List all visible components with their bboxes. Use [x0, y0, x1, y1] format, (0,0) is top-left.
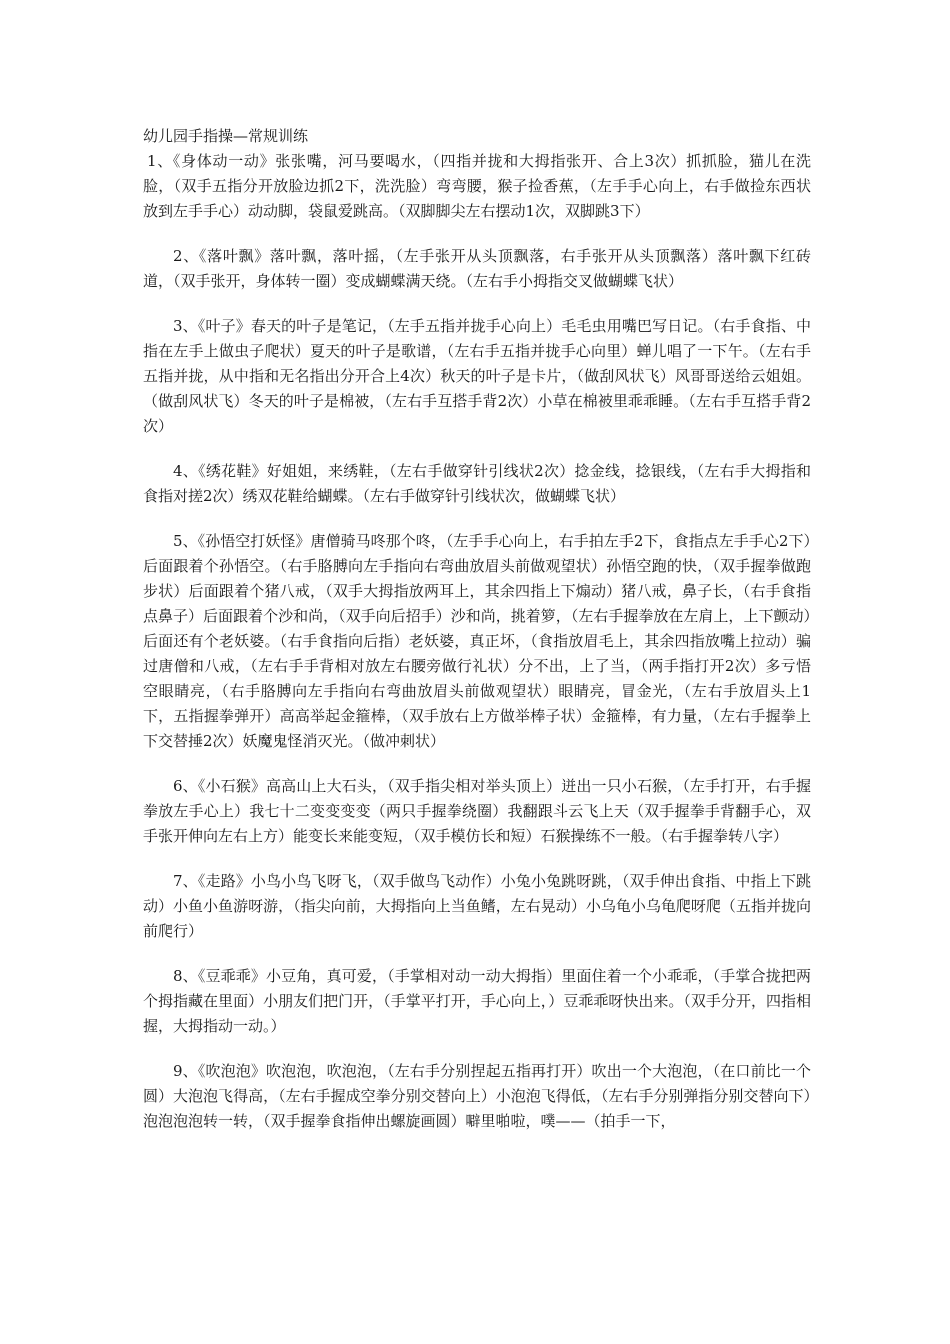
document-body [143, 124, 811, 1154]
paragraph-7: 7、《走路》小鸟小鸟飞呀飞，（双手做鸟飞动作）小兔小兔跳呀跳，（双手伸出食指、中指上下跳动）小鱼小鱼游呀游，（指尖向前，大拇指向上当鱼鳍，左右晃动）小乌龟小乌龟爬呀爬（五指并拢向前爬行） [143, 872, 811, 940]
paragraph-8: 8、《豆乖乖》小豆角，真可爱，（手掌相对动一动大拇指）里面住着一个小乖乖，（手掌合拢把两个拇指藏在里面）小朋友们把门开，（手掌平打开，手心向上，）豆乖乖呀快出来。（双手分开，四指相握，大拇指动一动。） [143, 967, 811, 1035]
paragraph-1: 1、《身体动一动》张张嘴，河马要喝水，（四指并拢和大拇指张开、合上3次）抓抓脸，猫儿在洗脸，（双手五指分开放脸边抓2下，洗洗脸）弯弯腰，猴子捡香蕉，（左手手心向上，右手做捡东西状放到左手手心）动动脚，袋鼠爱跳高。（双脚脚尖左右摆动1次，双脚跳3下） [143, 152, 811, 220]
paragraph-5: 5、《孙悟空打妖怪》唐僧骑马咚那个咚，（左手手心向上，右手拍左手2下，食指点左手手心2下）后面跟着个孙悟空。（右手胳膊向左手指向右弯曲放眉头前做观望状）孙悟空跑的快，（双手握拳做跑步状）后面跟着个猪八戒，（双手大拇指放两耳上，其余四指上下煽动）猪八戒，鼻子长，（右手食指点鼻子）后面跟着个沙和尚，（双手向后招手）沙和尚，挑着箩，（左右手握拳放在左肩上，上下颤动）后面还有个老妖婆。（右手食指向后指）老妖婆，真正坏，（食指放眉毛上，其余四指放嘴上拉动）骗过唐僧和八戒，（左右手手背相对放左右腰旁做行礼状）分不出，上了当，（两手指打开2次）多亏悟空眼睛亮，（右手胳膊向左手指向右弯曲放眉头前做观望状）眼睛亮，冒金光，（左右手放眉头上1下，五指握拳弹开）高高举起金箍棒，（双手放右上方做举棒子状）金箍棒，有力量，（左右手握拳上下交替捶2次）妖魔鬼怪消灭光。（做冲刺状） [143, 532, 811, 750]
paragraph-3: 3、《叶子》春天的叶子是笔记，（左手五指并拢手心向上）毛毛虫用嘴巴写日记。（右手食指、中指在左手上做虫子爬状）夏天的叶子是歌谱，（左右手五指并拢手心向里）蝉儿唱了一下午。（左右手五指并拢，从中指和无名指出分开合上4次）秋天的叶子是卡片，（做刮风状飞）风哥哥送给云姐姐。（做刮风状飞）冬天的叶子是棉被，（左右手互搭手背2次）小草在棉被里乖乖睡。（左右手互搭手背2次） [143, 317, 811, 435]
paragraph-6: 6、《小石猴》高高山上大石头，（双手指尖相对举头顶上）迸出一只小石猴，（左手打开，右手握拳放左手心上）我七十二变变变变（两只手握拳绕圈）我翻跟斗云飞上天（双手握拳手背翻手心，双手张开伸向左右上方）能变长来能变短，（双手模仿长和短）石猴操练不一般。（右手握拳转八字） [143, 777, 811, 845]
paragraph-9: 9、《吹泡泡》吹泡泡，吹泡泡，（左右手分别捏起五指再打开）吹出一个大泡泡，（在口前比一个圆）大泡泡飞得高，（左右手握成空拳分别交替向上）小泡泡飞得低，（左右手分别弹指分别交替向下）泡泡泡泡转一转，（双手握拳食指伸出螺旋画圆）噼里啪啦，噗——（拍手一下， [143, 1062, 811, 1130]
paragraph-4: 4、《绣花鞋》好姐姐，来绣鞋，（左右手做穿针引线状2次）捻金线，捻银线，（左右手大拇指和食指对搓2次）绣双花鞋给蝴蝶。（左右手做穿针引线状次，做蝴蝶飞状） [143, 462, 811, 505]
paragraph-2: 2、《落叶飘》落叶飘，落叶摇，（左手张开从头顶飘落，右手张开从头顶飘落）落叶飘下红砖道，（双手张开，身体转一圈）变成蝴蝶满天绕。（左右手小拇指交叉做蝴蝶飞状） [143, 247, 811, 290]
document-title: 幼儿园手指操—常规训练 [143, 127, 309, 145]
